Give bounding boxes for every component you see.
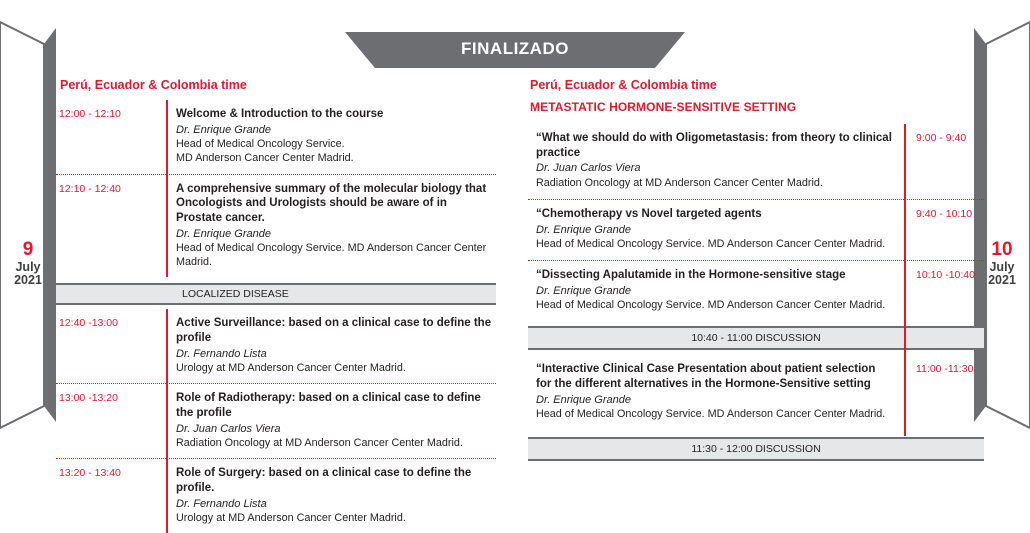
session-body <box>160 182 496 270</box>
session-time: 13:00 -13:20 <box>59 392 118 405</box>
discussion-band: 10:40 - 11:00 DISCUSSION <box>528 326 984 350</box>
session-title: Role of Radiotherapy: based on a clinical case to define the profile <box>176 392 481 420</box>
day-right-month: July <box>989 259 1015 274</box>
session-body <box>528 362 906 422</box>
session-body <box>160 107 496 166</box>
session-body <box>160 316 496 375</box>
session-body <box>528 131 906 190</box>
discussion-band: 11:30 - 12:00 DISCUSSION <box>528 437 984 461</box>
section-title-metastatic: METASTATIC HORMONE-SENSITIVE SETTING <box>530 100 797 114</box>
session-speaker: Dr. Fernando Lista <box>176 347 267 360</box>
schedule-list-left-2 <box>56 309 496 533</box>
session-affiliation: Urology at MD Anderson Cancer Center Madrid. <box>176 512 406 525</box>
session-affiliation: Urology at MD Anderson Cancer Center Madrid. <box>176 362 406 375</box>
session-time: 10:10 -10:40 <box>916 269 975 282</box>
session-title: A comprehensive summary of the molecular biology that Oncologists and Urologists should be aware of in Prostate cancer. <box>176 182 487 224</box>
session-time: 9:40 - 10:10 <box>916 207 973 220</box>
session-time: 11:00 -11:30 <box>916 362 974 375</box>
day-marker-left <box>0 0 56 450</box>
session-speaker: Dr. Enrique Grande <box>176 123 271 136</box>
session-speaker: Dr. Juan Carlos Viera <box>176 422 281 435</box>
session-title-line-2: for the different alternatives in the Hormone-Sensitive setting <box>536 378 871 391</box>
session-title: Welcome & Introduction to the course <box>176 108 384 120</box>
session-body <box>160 466 496 525</box>
session-affiliation: Head of Medical Oncology Service. MD Anderson Cancer Center Madrid. <box>536 238 886 250</box>
session-title: “Chemotherapy vs Novel targeted agents <box>536 207 762 220</box>
session-affiliation-2: MD Anderson Cancer Center Madrid. <box>176 152 354 165</box>
session-time: 12:00 - 12:10 <box>59 108 121 120</box>
session-row[interactable] <box>56 100 496 174</box>
session-time: 12:40 -13:00 <box>59 317 118 330</box>
session-speaker: Dr. Fernando Lista <box>176 497 267 510</box>
status-banner-label: FINALIZADO <box>461 39 569 58</box>
session-time: 13:20 - 13:40 <box>59 467 121 480</box>
agenda-day-2 <box>528 78 984 466</box>
session-speaker: Dr. Enrique Grande <box>536 393 631 406</box>
session-affiliation: Radiation Oncology at MD Anderson Cancer Center Madrid. <box>176 437 463 450</box>
schedule-list-right <box>528 124 984 461</box>
session-speaker: Dr. Juan Carlos Viera <box>536 162 641 175</box>
day-left-text <box>0 240 56 288</box>
session-row[interactable] <box>56 174 496 278</box>
left-ribbon-icon <box>0 0 56 450</box>
session-speaker: Dr. Enrique Grande <box>536 223 631 236</box>
session-body <box>528 268 906 312</box>
session-row[interactable] <box>528 199 984 260</box>
session-title: “Dissecting Apalutamide in the Hormone-sensitive stage <box>536 269 846 282</box>
session-time: 9:00 - 9:40 <box>916 132 967 144</box>
day-left-month: July <box>15 259 41 274</box>
day-right-number: 10 <box>991 239 1013 260</box>
session-affiliation: Head of Medical Oncology Service. MD Anderson Cancer Center Madrid. <box>536 299 886 312</box>
day-right-year: 2021 <box>988 273 1016 288</box>
session-body <box>160 391 496 450</box>
session-row[interactable] <box>528 124 984 199</box>
session-time: 12:10 - 12:40 <box>59 182 121 195</box>
session-affiliation: Head of Medical Oncology Service. <box>176 138 345 151</box>
status-banner <box>345 32 685 68</box>
timezone-header-left: Perú, Ecuador & Colombia time <box>60 78 247 92</box>
day-left-number: 9 <box>22 239 34 260</box>
session-speaker: Dr. Enrique Grande <box>176 227 271 240</box>
day-left-year: 2021 <box>14 273 42 288</box>
session-title: “What we should do with Oligometastasis: from theory to clinical practice <box>536 132 892 159</box>
session-speaker: Dr. Enrique Grande <box>536 284 631 297</box>
timeline-rail-right <box>904 124 906 436</box>
session-affiliation: Radiation Oncology at MD Anderson Cancer Center Madrid. <box>536 176 823 189</box>
session-row[interactable] <box>528 260 984 321</box>
session-affiliation: Head of Medical Oncology Service. MD Anderson Cancer Center Madrid. <box>536 408 886 421</box>
session-row[interactable] <box>528 355 984 431</box>
agenda-day-1 <box>56 78 496 533</box>
section-band-label: LOCALIZED DISEASE <box>182 288 289 301</box>
session-body <box>528 207 906 251</box>
session-title: Role of Surgery: based on a clinical case to define the profile. <box>176 467 472 495</box>
session-row[interactable] <box>56 458 496 533</box>
schedule-list-left <box>56 100 496 277</box>
session-affiliation: Head of Medical Oncology Service. MD Anderson Cancer Center Madrid. <box>176 241 487 269</box>
session-row[interactable] <box>56 309 496 383</box>
session-title: Active Surveillance: based on a clinical case to define the profile <box>176 317 492 345</box>
section-band-localized-disease <box>56 283 496 305</box>
timezone-header-right: Perú, Ecuador & Colombia time <box>530 78 717 92</box>
session-title-line-1: “Interactive Clinical Case Presentation about patient selection <box>536 362 876 375</box>
session-row[interactable] <box>56 383 496 458</box>
